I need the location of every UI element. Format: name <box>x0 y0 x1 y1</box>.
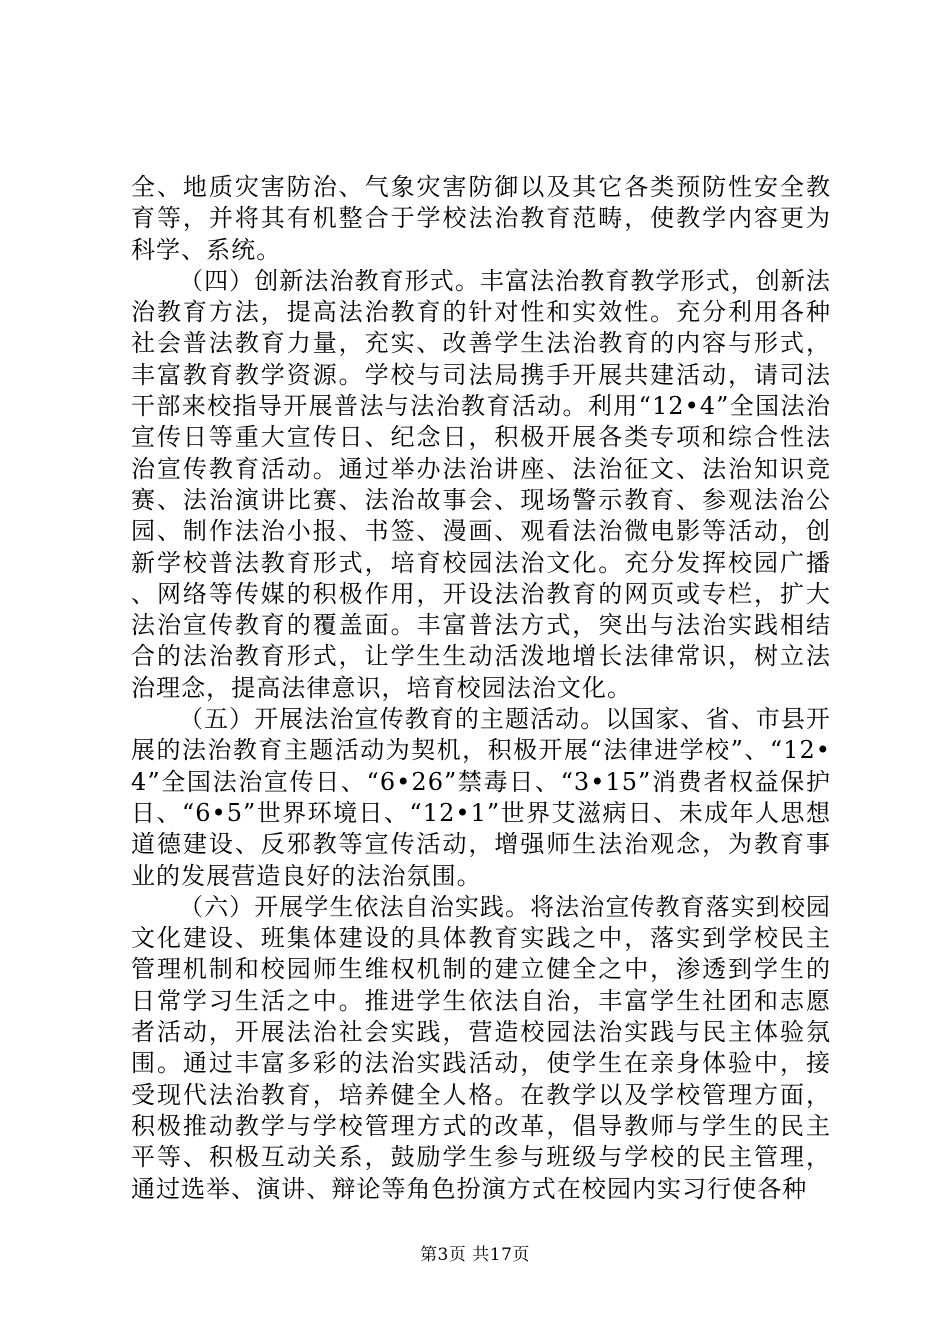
paragraph-section-6: （六）开展学生依法自治实践。将法治宣传教育落实到校园文化建设、班集体建设的具体教育实践之中，落实到学校民主管理机制和校园师生维权机制的建立健全之中，渗透到学生的日常学习生活之中。推进学生依法自治，丰富学生社团和志愿者活动，开展法治社会实践，营造校园法治实践与民主体验氛围。通过丰富多彩的法治实践活动，使学生在亲身体验中，接受现代法治教育，培养健全人格。在教学以及学校管理方面，积极推动教学与学校管理方式的改革，倡导教师与学生的民主平等、积极互动关系，鼓励学生参与班级与学校的民主管理，通过选举、演讲、辩论等角色扮演方式在校园内实习行使各种 <box>131 892 831 1203</box>
paragraph-continuation: 全、地质灾害防治、气象灾害防御以及其它各类预防性安全教育等，并将其有机整合于学校法治教育范畴，使教学内容更为科学、系统。 <box>131 173 831 264</box>
page-footer <box>0 1244 950 1266</box>
paragraph-section-5: （五）开展法治宣传教育的主题活动。以国家、省、市县开展的法治教育主题活动为契机，积极开展“法律进学校”、“12•4”全国法治宣传日、“6•26”禁毒日、“3•15”消费者权益保护日、“6•5”世界环境日、“12•1”世界艾滋病日、未成年人思想道德建设、反邪教等宣传活动，增强师生法治观念，为教育事业的发展营造良好的法治氛围。 <box>131 705 831 890</box>
page-number: 第3页 共17页 <box>420 1245 530 1265</box>
paragraph-section-4: （四）创新法治教育形式。丰富法治教育教学形式，创新法治教育方法，提高法治教育的针对性和实效性。充分利用各种社会普法教育力量，充实、改善学生法治教育的内容与形式，丰富教育教学资源。学校与司法局携手开展共建活动，请司法干部来校指导开展普法与法治教育活动。利用“12•4”全国法治宣传日等重大宣传日、纪念日，积极开展各类专项和综合性法治宣传教育活动。通过举办法治讲座、法治征文、法治知识竞赛、法治演讲比赛、法治故事会、现场警示教育、参观法治公园、制作法治小报、书签、漫画、观看法治微电影等活动，创新学校普法教育形式，培育校园法治文化。充分发挥校园广播、网络等传媒的积极作用，开设法治教育的网页或专栏，扩大法治宣传教育的覆盖面。丰富普法方式，突出与法治实践相结合的法治教育形式，让学生生动活泼地增长法律常识，树立法治理念，提高法律意识，培育校园法治文化。 <box>131 266 831 702</box>
document-body <box>131 172 831 1205</box>
